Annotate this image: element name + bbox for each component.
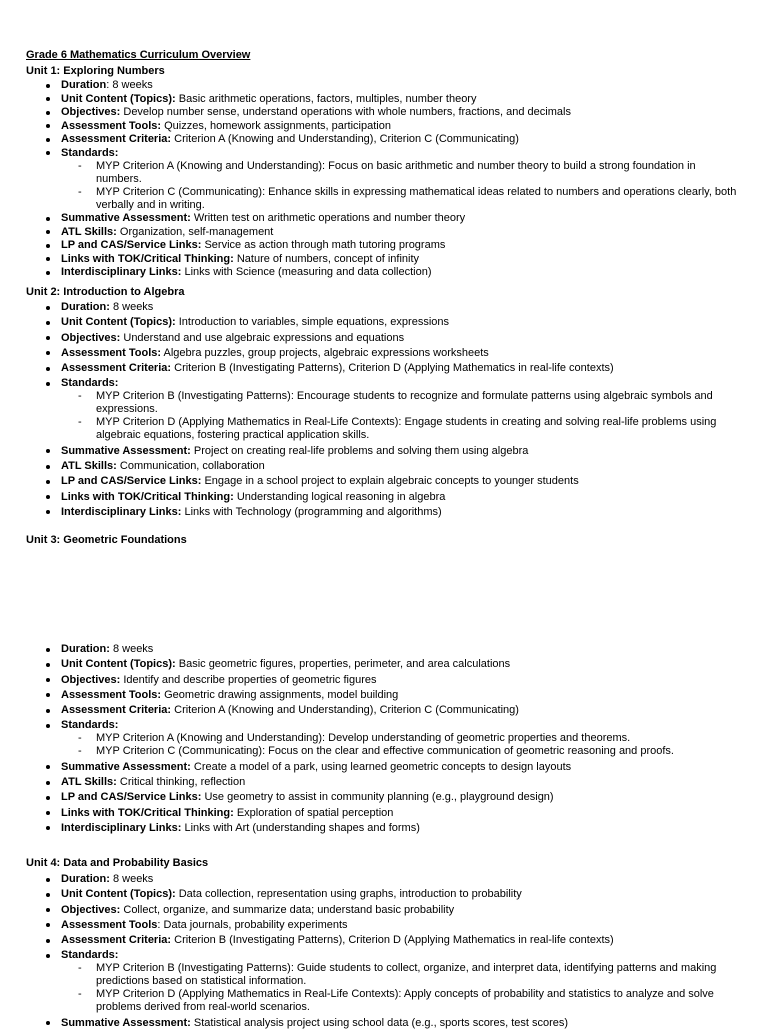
list-item: [26, 316, 738, 329]
item-label: Summative Assessment:: [61, 212, 191, 224]
item-text: Critical thinking, reflection: [119, 776, 246, 789]
list-item: [26, 120, 738, 133]
item-label: Unit Content (Topics):: [61, 658, 176, 671]
list-item: [26, 791, 738, 804]
item-label: Interdisciplinary Links:: [61, 505, 182, 518]
list-item: [26, 776, 738, 789]
item-text: Identify and describe properties of geometric figures: [123, 673, 377, 686]
item-text: 8 weeks: [112, 301, 154, 313]
item-text: Links with Science (measuring and data collection): [184, 266, 432, 278]
list-item: [26, 873, 738, 886]
item-label: Unit Content (Topics):: [61, 92, 176, 105]
list-item: [26, 362, 738, 375]
item-label: Duration:: [61, 643, 110, 655]
item-label: Unit Content (Topics):: [61, 316, 176, 329]
item-label: Standards:: [61, 377, 119, 390]
item-text: Organization, self-management: [119, 225, 274, 238]
item-label: Interdisciplinary Links:: [61, 266, 182, 278]
list-item: [26, 1017, 738, 1030]
item-text: 8 weeks: [112, 873, 154, 885]
list-item: [26, 226, 738, 239]
item-label: Assessment Tools:: [61, 688, 162, 701]
item-text: 8 weeks: [112, 643, 154, 655]
item-label: ATL Skills:: [61, 776, 117, 789]
item-label: Assessment Tools:: [61, 119, 162, 132]
standard-item: - MYP Criterion A (Knowing and Understanding): Focus on basic arithmetic and number theory to build a strong foundation in numbers.: [61, 160, 738, 186]
document-title: Grade 6 Mathematics Curriculum Overview: [26, 49, 251, 61]
list-item: [26, 253, 738, 266]
list-item: [26, 949, 738, 1014]
item-label: Assessment Criteria:: [61, 362, 172, 375]
item-label: LP and CAS/Service Links:: [61, 791, 202, 804]
unit-1-list: [26, 79, 738, 280]
item-text: Understand and use algebraic expressions and equations: [123, 331, 405, 344]
list-item: [26, 266, 738, 279]
item-text: Develop number sense, understand operations with whole numbers, fractions, and decimals: [123, 106, 571, 118]
unit-4-list: [26, 873, 738, 1032]
standard-item: - MYP Criterion B (Investigating Patterns): Encourage students to recognize and formulate patterns using algebraic symbols and expressions.: [61, 390, 738, 416]
list-item: [26, 212, 738, 225]
item-text: Communication, collaboration: [119, 460, 265, 473]
item-text: Geometric drawing assignments, model building: [164, 688, 399, 701]
list-item: [26, 491, 738, 504]
item-label: Assessment Tools: [61, 918, 158, 931]
item-label: Objectives:: [61, 331, 121, 344]
item-text: Use geometry to assist in community planning (e.g., playground design): [204, 791, 554, 804]
item-label: Summative Assessment:: [61, 760, 191, 773]
list-item: [26, 106, 738, 119]
item-text: Create a model of a park, using learned geometric concepts to design layouts: [193, 760, 572, 773]
list-item: [26, 239, 738, 252]
item-text: Criterion A (Knowing and Understanding), Criterion C (Communicating): [174, 704, 519, 717]
standards-sublist: [61, 390, 738, 442]
item-label: Links with TOK/Critical Thinking:: [61, 252, 234, 265]
item-text: 8 weeks: [112, 79, 153, 91]
item-label: Duration: [61, 79, 107, 91]
item-text: Written test on arithmetic operations and number theory: [193, 212, 466, 224]
list-item: [26, 460, 738, 473]
item-text: Nature of numbers, concept of infinity: [236, 252, 420, 265]
item-text: Criterion B (Investigating Patterns), Criterion D (Applying Mathematics in real-life contexts): [174, 934, 614, 947]
item-label: Assessment Criteria:: [61, 934, 172, 947]
item-text: Basic arithmetic operations, factors, multiples, number theory: [178, 92, 477, 105]
list-item: [26, 904, 738, 917]
item-label: Links with TOK/Critical Thinking:: [61, 806, 234, 819]
item-text: Exploration of spatial perception: [236, 806, 394, 819]
list-item: [26, 133, 738, 146]
standard-item: - MYP Criterion C (Communicating): Focus on the clear and effective communication of geometric reasoning and proofs.: [61, 745, 738, 758]
item-text: Data collection, representation using graphs, introduction to probability: [178, 888, 522, 901]
item-text: Links with Technology (programming and algorithms): [184, 505, 442, 518]
list-item: [26, 919, 738, 932]
item-text: Statistical analysis project using school data (e.g., sports scores, test scores): [193, 1016, 569, 1029]
item-label: Objectives:: [61, 903, 121, 916]
list-item: [26, 807, 738, 820]
list-item: [26, 301, 738, 314]
item-separator: :: [106, 79, 113, 91]
item-text: Data journals, probability experiments: [163, 918, 348, 931]
item-label: Links with TOK/Critical Thinking:: [61, 490, 234, 503]
list-item: [26, 475, 738, 488]
item-label: Assessment Tools:: [61, 346, 162, 359]
list-item: [26, 689, 738, 702]
standard-item: - MYP Criterion D (Applying Mathematics in Real-Life Contexts): Engage students in creating and solving real-life problems using algebraic equations, fostering practical application skills.: [61, 416, 738, 442]
list-item: [26, 704, 738, 717]
item-text: Introduction to variables, simple equations, expressions: [178, 316, 449, 329]
standard-item: - MYP Criterion D (Applying Mathematics in Real-Life Contexts): Apply concepts of probability and statistics to analyze and solve problems derived from real-world scenarios.: [61, 988, 738, 1014]
item-label: LP and CAS/Service Links:: [61, 475, 202, 488]
list-item: [26, 643, 738, 656]
list-item: [26, 147, 738, 212]
item-label: LP and CAS/Service Links:: [61, 239, 202, 251]
unit-4-title: Unit 4: Data and Probability Basics: [26, 857, 209, 869]
item-label: Standards:: [61, 949, 119, 962]
item-label: Duration:: [61, 873, 110, 885]
item-label: Summative Assessment:: [61, 444, 191, 457]
list-item: [26, 658, 738, 671]
item-text: Project on creating real-life problems and solving them using algebra: [193, 444, 529, 457]
item-text: Criterion B (Investigating Patterns), Criterion D (Applying Mathematics in real-life contexts): [174, 362, 614, 375]
list-item: [26, 888, 738, 901]
unit-3-list: [26, 643, 738, 837]
item-label: Duration:: [61, 301, 110, 313]
item-label: Assessment Criteria:: [61, 704, 172, 717]
standards-sublist: [61, 160, 738, 212]
item-separator: :: [157, 918, 164, 931]
list-item: [26, 719, 738, 758]
unit-1-title: Unit 1: Exploring Numbers: [26, 65, 165, 77]
unit-2-title: Unit 2: Introduction to Algebra: [26, 286, 185, 298]
standards-sublist: [61, 962, 738, 1014]
item-label: Assessment Criteria:: [61, 133, 172, 145]
standard-item: - MYP Criterion C (Communicating): Enhance skills in expressing mathematical ideas related to numbers and operations clearly, both verbally and in writing.: [61, 186, 738, 212]
standard-item: - MYP Criterion A (Knowing and Understanding): Develop understanding of geometric properties and theorems.: [61, 732, 738, 745]
item-label: Objectives:: [61, 106, 121, 118]
item-text: Criterion A (Knowing and Understanding), Criterion C (Communicating): [174, 133, 519, 145]
item-label: Interdisciplinary Links:: [61, 821, 182, 834]
item-text: Basic geometric figures, properties, perimeter, and area calculations: [178, 658, 511, 671]
item-text: Algebra puzzles, group projects, algebraic expressions worksheets: [163, 346, 489, 359]
item-label: ATL Skills:: [61, 460, 117, 473]
unit-3-title: Unit 3: Geometric Foundations: [26, 534, 187, 546]
item-text: Links with Art (understanding shapes and forms): [184, 821, 420, 834]
item-text: Quizzes, homework assignments, participation: [164, 119, 391, 132]
list-item: [26, 674, 738, 687]
list-item: [26, 445, 738, 458]
item-label: Summative Assessment:: [61, 1016, 191, 1029]
unit-2-list: [26, 301, 738, 521]
list-item: [26, 761, 738, 774]
item-label: Standards:: [61, 146, 119, 159]
item-label: Objectives:: [61, 673, 121, 686]
item-text: Service as action through math tutoring programs: [204, 239, 446, 251]
list-item: [26, 377, 738, 442]
standard-item: - MYP Criterion B (Investigating Patterns): Guide students to collect, organize, and interpret data, identifying patterns and making predictions based on statistical information.: [61, 962, 738, 988]
item-label: Standards:: [61, 719, 119, 732]
item-label: ATL Skills:: [61, 225, 117, 238]
list-item: [26, 934, 738, 947]
item-text: Understanding logical reasoning in algebra: [236, 490, 446, 503]
list-item: [26, 79, 738, 92]
item-label: Unit Content (Topics):: [61, 888, 176, 901]
list-item: [26, 506, 738, 519]
list-item: [26, 93, 738, 106]
list-item: [26, 347, 738, 360]
item-text: Engage in a school project to explain algebraic concepts to younger students: [204, 475, 579, 488]
list-item: [26, 822, 738, 835]
standards-sublist: [61, 732, 738, 758]
list-item: [26, 332, 738, 345]
item-text: Collect, organize, and summarize data; understand basic probability: [123, 903, 455, 916]
